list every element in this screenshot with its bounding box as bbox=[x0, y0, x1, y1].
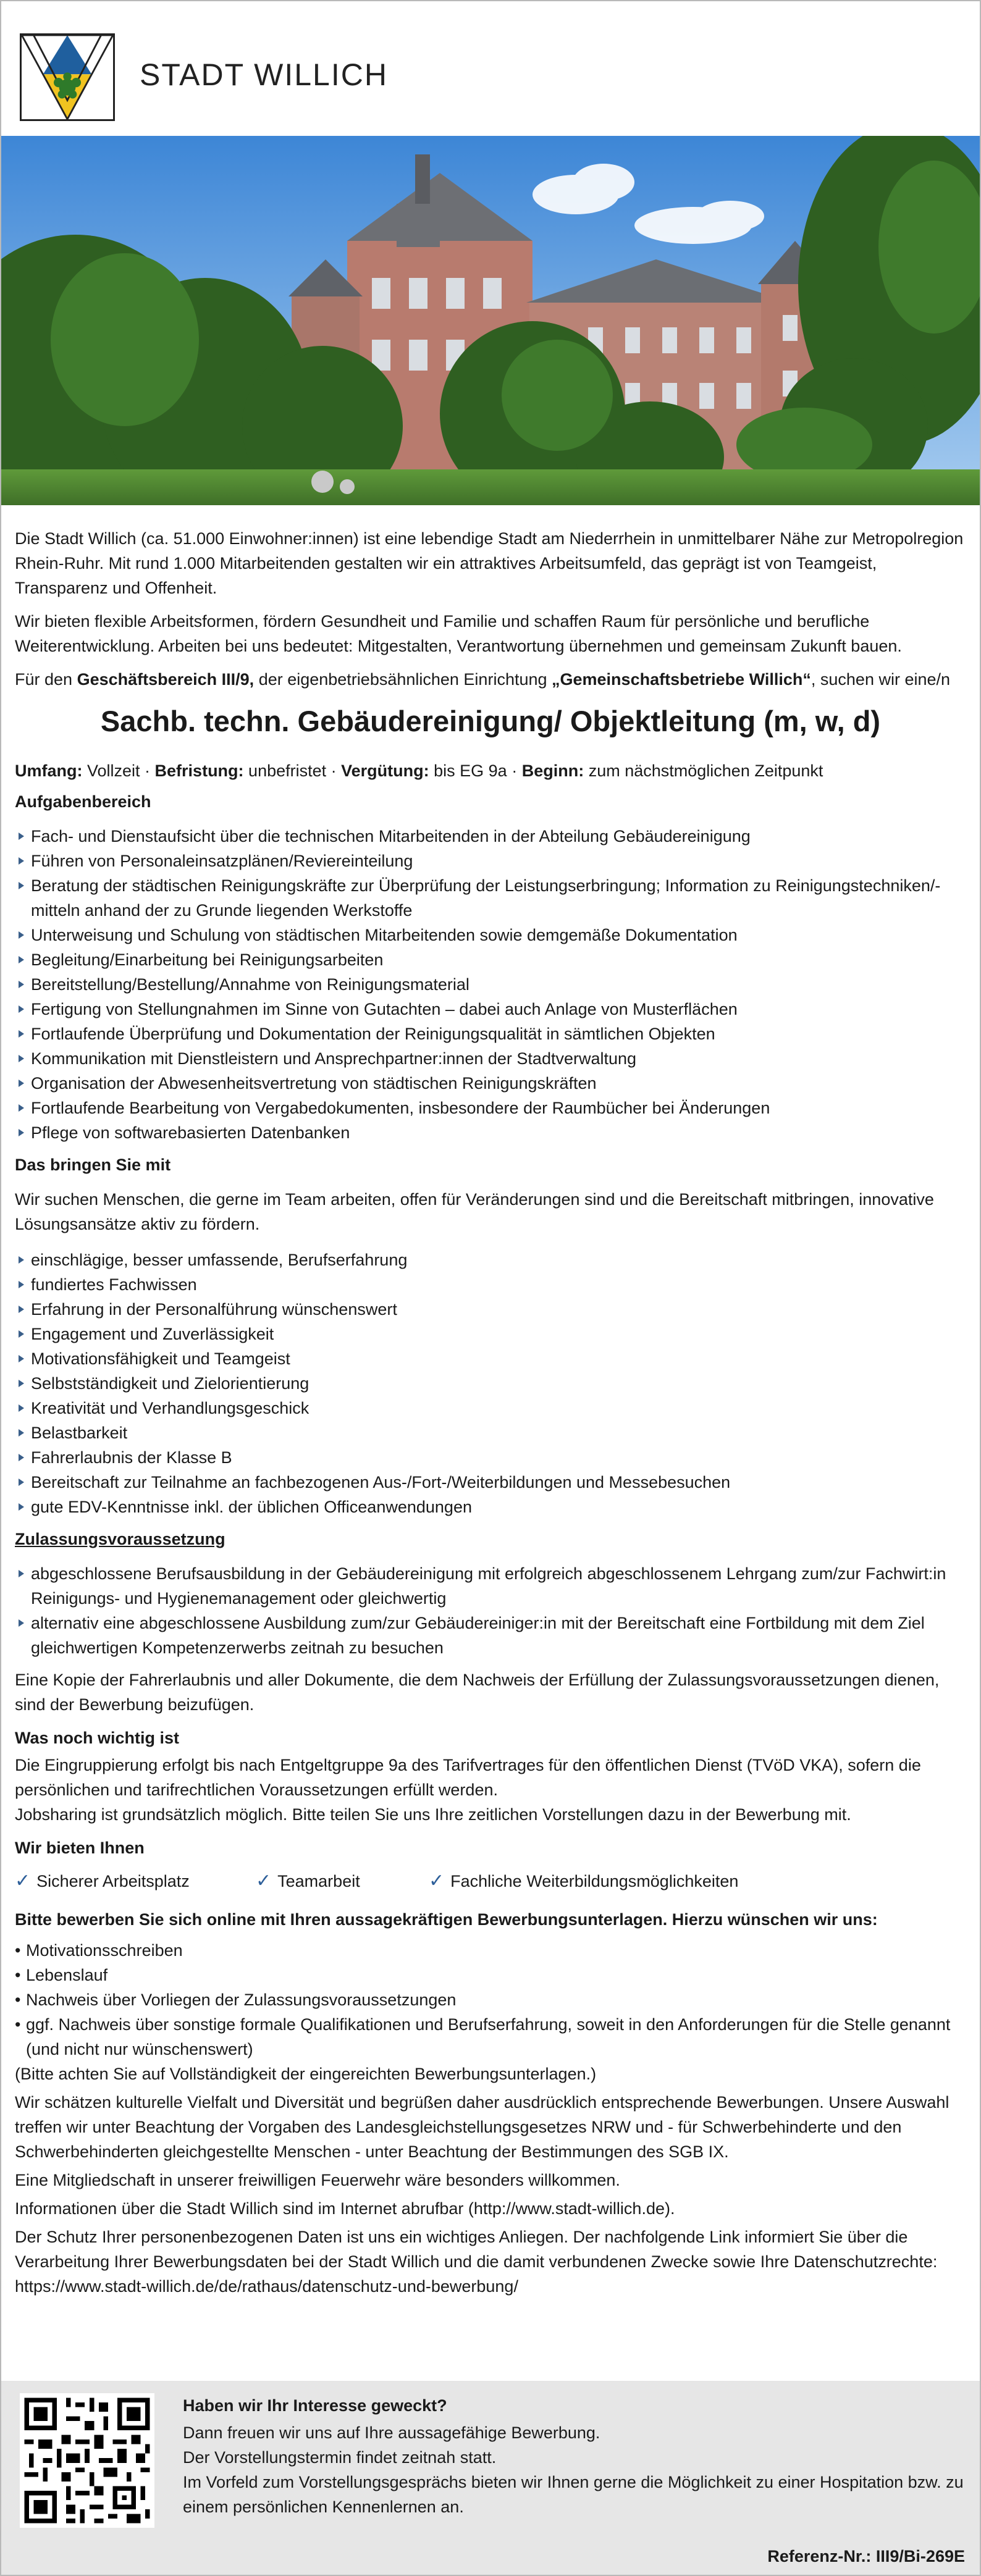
list-item: Belastbarkeit bbox=[15, 1420, 966, 1445]
list-item: alternativ eine abgeschlossene Ausbildung zum/zur Gebäudereiniger:in mit der Bereitschaft eine Fortbildung mit dem Ziel gleichwertigen Kompetenzerwerbs zeitnah zu besuchen bbox=[15, 1611, 966, 1660]
mitbringen-intro: Wir suchen Menschen, die gerne im Team arbeiten, offen für Veränderungen sind und die Bereitschaft mitbringen, innovative Lösungsansätze aktiv zu fördern. bbox=[15, 1190, 934, 1233]
list-item: Engagement und Zuverlässigkeit bbox=[15, 1322, 966, 1346]
list-item: Fertigung von Stellungnahmen im Sinne von Gutachten – dabei auch Anlage von Musterflächen bbox=[15, 997, 966, 1022]
business-unit: Geschäftsbereich III/9, bbox=[77, 670, 255, 689]
footer-line-3: Im Vorfeld zum Vorstellungsgesprächs bieten wir Ihnen gerne die Möglichkeit zu einer Hospitation bzw. zu einem persönlichen Kennenlernen an. bbox=[183, 2473, 964, 2516]
list-item: einschlägige, besser umfassende, Berufserfahrung bbox=[15, 1248, 966, 1272]
list-item: fundiertes Fachwissen bbox=[15, 1272, 966, 1297]
list-item: gute EDV-Kenntnisse inkl. der üblichen Officeanwendungen bbox=[15, 1495, 966, 1519]
list-item: Fortlaufende Bearbeitung von Vergabedokumenten, insbesondere der Raumbücher bei Änderungen bbox=[15, 1096, 966, 1120]
vielfalt-paragraph: Wir schätzen kulturelle Vielfalt und Diversität und begrüßen daher ausdrücklich entsprechende Bewerbungen. Unsere Auswahl treffen wir unter Beachtung der Vorgaben des Landesgleichstellungsgesetzes NRW und - für Schwerbehinderte und den Schwerbehinderten gleichgestellte Menschen - unter Beachtung der Bestimmungen des SGB IX. bbox=[15, 2093, 949, 2161]
footer-line-1: Dann freuen wir uns auf Ihre aussagefähige Bewerbung. bbox=[183, 2423, 600, 2442]
list-item: Bereitstellung/Bestellung/Annahme von Reinigungsmaterial bbox=[15, 972, 966, 997]
list-item: Organisation der Abwesenheitsvertretung von städtischen Reinigungskräften bbox=[15, 1071, 966, 1096]
feuerwehr-paragraph: Eine Mitgliedschaft in unserer freiwilligen Feuerwehr wäre besonders willkommen. bbox=[15, 2171, 620, 2189]
reference-number: Referenz-Nr.: III9/Bi-269E bbox=[767, 2547, 965, 2566]
wichtig-paragraph: Die Eingruppierung erfolgt bis nach Entgeltgruppe 9a des Tarifvertrages für den öffentlichen Dienst (TVöD VKA), sofern die persönlichen und tarifrechtlichen Voraussetzungen erfüllt werden. Jobsharing ist grundsätzlich möglich. Bitte teilen Sie uns Ihre zeitlichen Vorstellungen dazu in der Bewerbung mit. bbox=[15, 1756, 921, 1824]
intro-paragraph-1: Die Stadt Willich (ca. 51.000 Einwohner:innen) ist eine lebendige Stadt am Niederrhein in unmittelbarer Nähe zur Metropolregion Rhein-Ruhr. Mit rund 1.000 Mitarbeitenden gestalten wir ein attraktives Arbeitsumfeld, das geprägt ist von Teamgeist, Transparenz und Offenheit. bbox=[15, 529, 964, 597]
offer-item: ✓ Teamarbeit bbox=[256, 1869, 429, 1894]
zulassung-note: Eine Kopie der Fahrerlaubnis und aller Dokumente, die dem Nachweis der Erfüllung der Zulassungsvoraussetzungen dienen, sind der Bewerbung beizufügen. bbox=[15, 1671, 940, 1714]
bewerbung-list bbox=[15, 1938, 966, 2062]
list-item: Kreativität und Verhandlungsgeschick bbox=[15, 1396, 966, 1420]
intro-paragraph-3: Für den Geschäftsbereich III/9, der eigenbetriebsähnlichen Einrichtung „Gemeinschaftsbetriebe Willich“, suchen wir eine/n bbox=[15, 670, 951, 689]
list-item: Beratung der städtischen Reinigungskräfte zur Überprüfung der Leistungserbringung; Information zu Reinigungstechniken/-mitteln anhand der zu Grunde liegenden Werkstoffe bbox=[15, 873, 966, 923]
check-icon: ✓ bbox=[429, 1871, 445, 1891]
footer bbox=[1, 2381, 980, 2575]
list-item: Selbstständigkeit und Zielorientierung bbox=[15, 1371, 966, 1396]
offer-list bbox=[15, 1869, 966, 1894]
intro-paragraph-2: Wir bieten flexible Arbeitsformen, fördern Gesundheit und Familie und schaffen Raum für persönliche und berufliche Weiterentwicklung. Arbeiten bei uns bedeutet: Mitgestalten, Verantwortung übernehmen und gemeinsam Zukunft bauen. bbox=[15, 612, 902, 655]
zulassung-list bbox=[15, 1561, 966, 1660]
check-icon: ✓ bbox=[256, 1871, 272, 1891]
list-item: Begleitung/Einarbeitung bei Reinigungsarbeiten bbox=[15, 947, 966, 972]
list-item: • ggf. Nachweis über sonstige formale Qualifikationen und Berufserfahrung, soweit in den Anforderungen für die Stelle genannt (und nicht nur wünschenswert) bbox=[15, 2012, 966, 2062]
offer-item: ✓ Fachliche Weiterbildungsmöglichkeiten bbox=[429, 1869, 738, 1894]
city-coat-of-arms-icon bbox=[20, 33, 115, 121]
list-item: Fortlaufende Überprüfung und Dokumentation der Reinigungsqualität in sämtlichen Objekten bbox=[15, 1022, 966, 1046]
job-title: Sachb. techn. Gebäudereinigung/ Objektleitung (m, w, d) bbox=[100, 705, 881, 737]
section-heading-bieten: Wir bieten Ihnen bbox=[15, 1839, 145, 1857]
hero-castle-image bbox=[1, 136, 980, 505]
datenschutz-paragraph: Der Schutz Ihrer personenbezogenen Daten ist uns ein wichtiges Anliegen. Der nachfolgende Link informiert Sie über die Verarbeitung Ihrer Bewerbungsdaten bei der Stadt Willich und die damit verbundenen Zwecke sowie Ihre Datenschutzrechte: https://www.stadt-willich.de/de/rathaus/datenschutz-und-bewerbung/ bbox=[15, 2228, 938, 2296]
section-heading-zulassung: Zulassungsvoraussetzung bbox=[15, 1530, 225, 1548]
section-heading-aufgaben: Aufgabenbereich bbox=[15, 792, 151, 811]
main-content bbox=[15, 526, 966, 2307]
list-item: Unterweisung und Schulung von städtischen Mitarbeitenden sowie demgemäße Dokumentation bbox=[15, 923, 966, 947]
list-item: Pflege von softwarebasierten Datenbanken bbox=[15, 1120, 966, 1145]
footer-line-2: Der Vorstellungstermin findet zeitnah statt. bbox=[183, 2448, 497, 2467]
list-item: • Motivationsschreiben bbox=[15, 1938, 966, 1963]
bewerbung-note: (Bitte achten Sie auf Vollständigkeit der eingereichten Bewerbungsunterlagen.) bbox=[15, 2065, 597, 2083]
list-item: Fach- und Dienstaufsicht über die technischen Mitarbeitenden in der Abteilung Gebäudereinigung bbox=[15, 824, 966, 849]
city-name: STADT WILLICH bbox=[140, 57, 388, 92]
footer-question: Haben wir Ihr Interesse geweckt? bbox=[183, 2396, 447, 2415]
footer-text bbox=[183, 2393, 967, 2519]
organization-name: „Gemeinschaftsbetriebe Willich“ bbox=[552, 670, 811, 689]
qr-code-icon[interactable] bbox=[20, 2393, 154, 2528]
aufgaben-list bbox=[15, 824, 966, 1145]
list-item: Führen von Personaleinsatzplänen/Reviereinteilung bbox=[15, 849, 966, 873]
list-item: Fahrerlaubnis der Klasse B bbox=[15, 1445, 966, 1470]
header bbox=[1, 1, 980, 136]
job-meta: Umfang: Vollzeit · Befristung: unbefristet · Vergütung: bis EG 9a · Beginn: zum nächstmöglichen Zeitpunkt bbox=[15, 761, 823, 780]
list-item: Motivationsfähigkeit und Teamgeist bbox=[15, 1346, 966, 1371]
check-icon: ✓ bbox=[15, 1871, 31, 1891]
list-item: • Lebenslauf bbox=[15, 1963, 966, 1987]
list-item: • Nachweis über Vorliegen der Zulassungsvoraussetzungen bbox=[15, 1987, 966, 2012]
section-heading-mitbringen: Das bringen Sie mit bbox=[15, 1156, 171, 1174]
list-item: Bereitschaft zur Teilnahme an fachbezogenen Aus-/Fort-/Weiterbildungen und Messebesuchen bbox=[15, 1470, 966, 1495]
list-item: Kommunikation mit Dienstleistern und Ansprechpartner:innen der Stadtverwaltung bbox=[15, 1046, 966, 1071]
list-item: abgeschlossene Berufsausbildung in der Gebäudereinigung mit erfolgreich abgeschlossenem Lehrgang zum/zur Fachwirt:in Reinigungs- und Hygienemanagement oder gleichwertig bbox=[15, 1561, 966, 1611]
mitbringen-list bbox=[15, 1248, 966, 1519]
info-paragraph: Informationen über die Stadt Willich sind im Internet abrufbar (http://www.stadt-willich.de). bbox=[15, 2199, 675, 2218]
section-heading-bewerbung: Bitte bewerben Sie sich online mit Ihren aussagekräftigen Bewerbungsunterlagen. Hierzu wünschen wir uns: bbox=[15, 1910, 878, 1929]
list-item: Erfahrung in der Personalführung wünschenswert bbox=[15, 1297, 966, 1322]
section-heading-wichtig: Was noch wichtig ist bbox=[15, 1729, 180, 1747]
offer-item: ✓ Sicherer Arbeitsplatz bbox=[15, 1869, 256, 1894]
